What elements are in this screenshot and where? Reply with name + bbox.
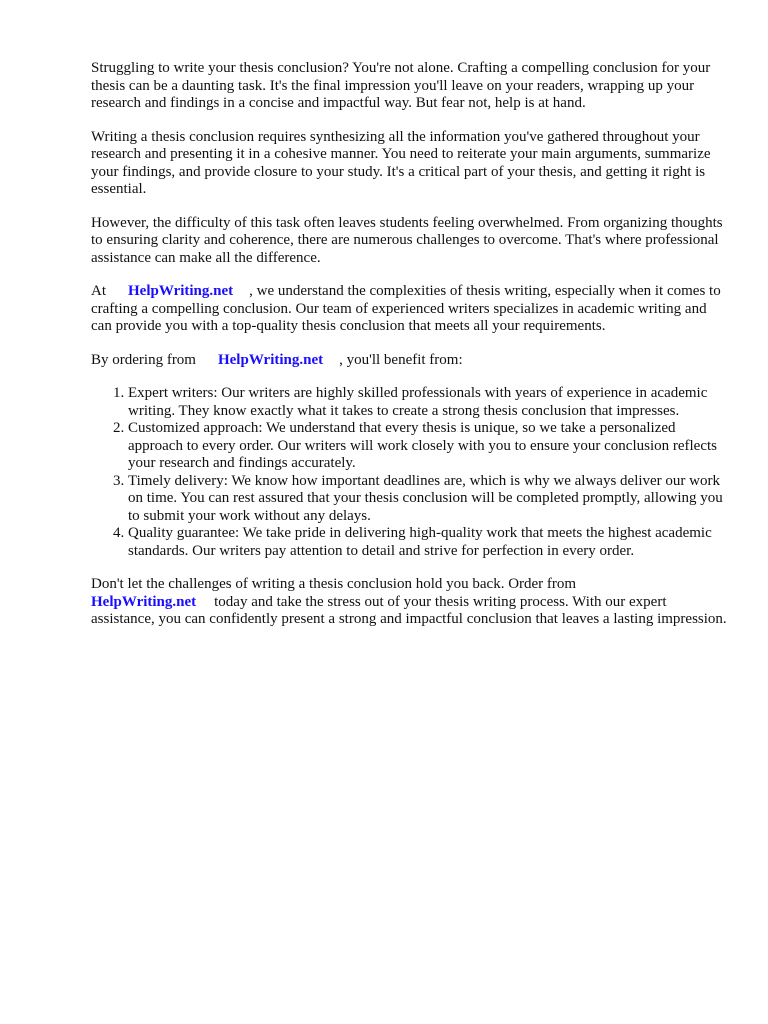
helpwriting-link-2[interactable]: HelpWriting.net xyxy=(217,351,324,368)
list-item: 4. Quality guarantee: We take pride in delivering high-quality work that meets the highest academic standards. Our writers pay attention to detail and strive for perfection in every order. xyxy=(128,525,731,560)
paragraph-service-rest: , we understand the complexities of thesis writing, especially when it comes to crafting a compelling conclusion. Our team of experienced writers specializes in academic writing and can provide you with a top-quality thesis conclusion that meets all your requirements. xyxy=(91,283,721,334)
paragraph-closing xyxy=(91,576,731,629)
list-item: 1. Expert writers: Our writers are highly skilled professionals with years of experience in academic writing. They know exactly what it takes to create a strong thesis conclusion that impresses. xyxy=(128,385,731,420)
benefits-list xyxy=(91,385,731,560)
paragraph-service-lead: At xyxy=(91,283,106,299)
benefits-intro-rest: , you'll benefit from: xyxy=(339,351,463,368)
benefits-intro-lead: By ordering from xyxy=(91,351,196,368)
paragraph-benefits-intro xyxy=(91,352,731,370)
closing-rest: today and take the stress out of your thesis writing process. With our expert assistance, you can confidently present a strong and impactful conclusion that leaves a lasting impression. xyxy=(91,593,727,627)
helpwriting-link-1[interactable]: HelpWriting.net xyxy=(128,283,234,299)
document-page xyxy=(91,60,731,645)
list-item: 2. Customized approach: We understand that every thesis is unique, so we take a personalized approach to every order. Our writers will work closely with you to ensure your conclusion reflects your research and findings accurately. xyxy=(128,420,731,473)
closing-lead: Don't let the challenges of writing a thesis conclusion hold you back. Order from xyxy=(91,576,577,592)
paragraph-intro: Struggling to write your thesis conclusion? You're not alone. Crafting a compelling conclusion for your thesis can be a daunting task. It's the final impression you'll leave on your readers, wrapping up your research and findings in a concise and impactful way. But fear not, help is at hand. xyxy=(91,60,711,111)
paragraph-synthesis: Writing a thesis conclusion requires synthesizing all the information you've gathered throughout your research and presenting it in a cohesive manner. You need to reiterate your main arguments, summarize your findings, and provide closure to your study. It's a critical part of your thesis, and getting it right is essential. xyxy=(91,128,711,197)
paragraph-service xyxy=(91,283,731,336)
list-item: 3. Timely delivery: We know how important deadlines are, which is why we always deliver our work on time. You can rest assured that your thesis conclusion will be completed promptly, allowing you to submit your work without any delays. xyxy=(128,473,731,526)
helpwriting-link-3[interactable]: HelpWriting.net xyxy=(91,593,197,610)
paragraph-difficulty: However, the difficulty of this task often leaves students feeling overwhelmed. From organizing thoughts to ensuring clarity and coherence, there are numerous challenges to overcome. That's where professional assistance can make all the difference. xyxy=(91,214,723,266)
